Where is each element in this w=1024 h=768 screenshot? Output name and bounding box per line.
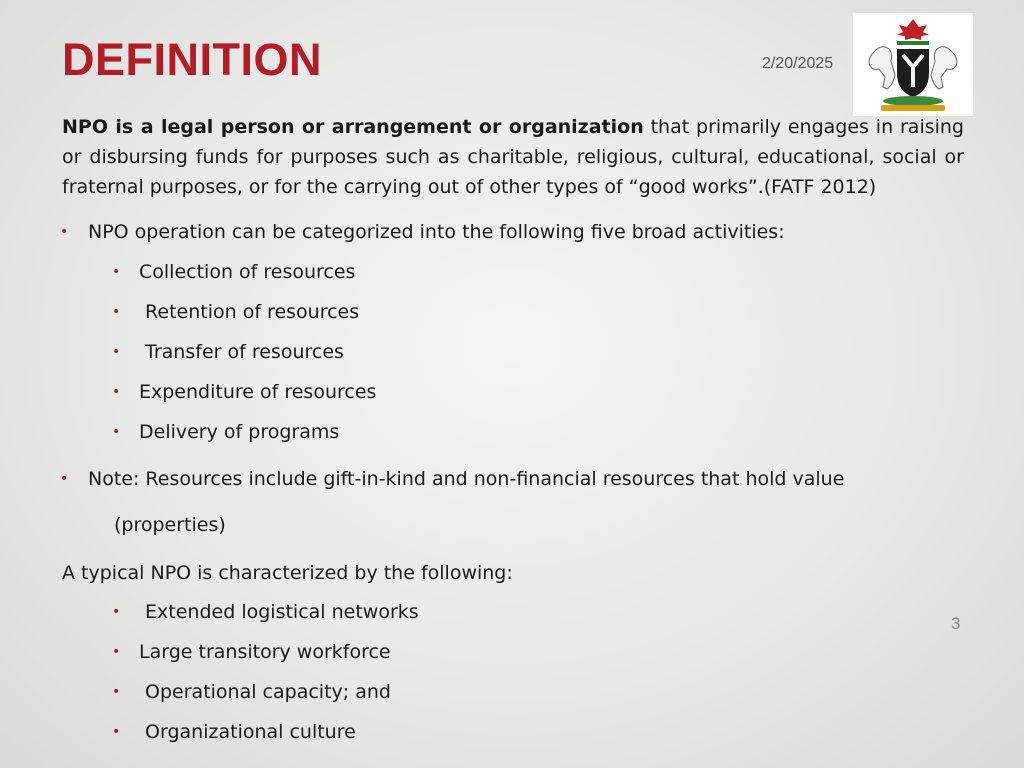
definition-rest: that primarily engages in raising or disbursing funds for purposes such as charitable, religious, cultural, educational, social or fraternal purposes, or for the carrying out of other types of “good works”.(FATF 2012) [62, 116, 964, 198]
definition-paragraph [62, 112, 964, 202]
bullet-icon: • [112, 264, 121, 280]
bullet-icon: • [112, 424, 121, 440]
bullet-icon: • [60, 471, 69, 487]
bullet-icon: • [112, 684, 121, 700]
page-number: 3 [951, 614, 961, 633]
coat-of-arms-icon [853, 13, 973, 116]
list-item: • Extended logistical networks [112, 601, 419, 623]
operations-intro: NPO operation can be categorized into the following five broad activities: [88, 221, 785, 243]
bullet-icon: • [112, 384, 121, 400]
bullet-icon: • [112, 604, 121, 620]
list-item: • Organizational culture [112, 721, 356, 743]
bullet-icon: • [112, 724, 121, 740]
typical-intro: A typical NPO is characterized by the following: [62, 562, 513, 584]
bullet-icon: • [112, 644, 121, 660]
list-item: • Operational capacity; and [112, 681, 391, 703]
list-item: • Expenditure of resources [112, 381, 377, 403]
slide-title: DEFINITION [62, 34, 322, 85]
list-item: • Retention of resources [112, 301, 360, 323]
note-line2: (properties) [114, 514, 226, 536]
bullet-icon: • [112, 304, 121, 320]
list-item: • Delivery of programs [112, 421, 340, 443]
definition-bold: NPO is a legal person or arrangement or organization [62, 116, 644, 138]
list-item: • Large transitory workforce [112, 641, 391, 663]
bullet-icon: • [60, 224, 69, 240]
slide-date: 2/20/2025 [762, 55, 834, 72]
note-bullet [60, 466, 845, 492]
bullet-icon: • [112, 344, 121, 360]
note-line1: Note: Resources include gift-in-kind and non-financial resources that hold value [88, 468, 845, 490]
list-item: • Collection of resources [112, 261, 356, 283]
list-item: • Transfer of resources [112, 341, 344, 363]
operations-bullet [60, 219, 785, 245]
